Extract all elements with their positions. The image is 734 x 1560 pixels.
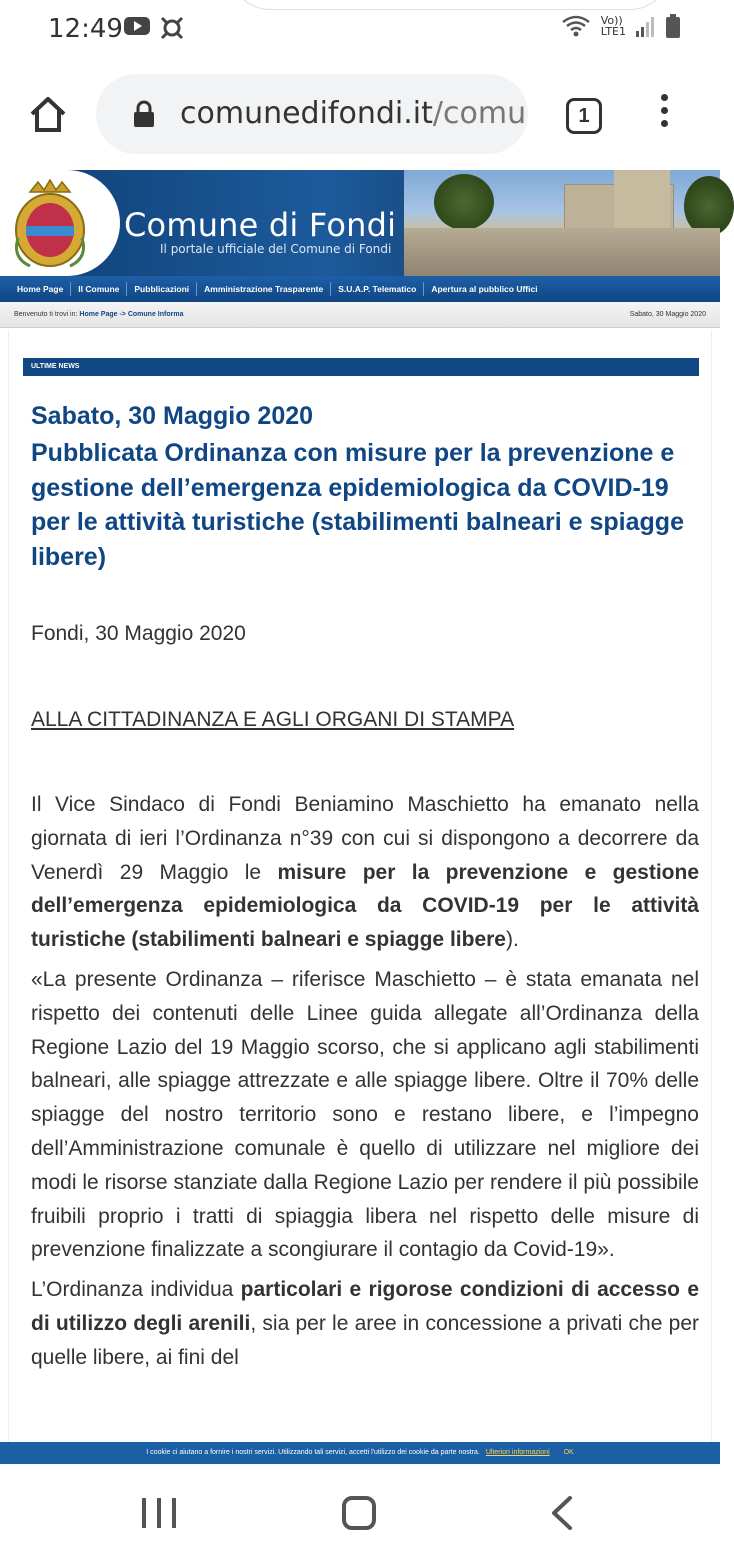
nav-apertura-uffici[interactable]: Apertura al pubblico Uffici [431,284,538,294]
url-text[interactable]: comunedifondi.it/comu [180,96,527,131]
article-body [31,788,699,1381]
article-title: Pubblicata Ordinanza con misure per la prevenzione e gestione dell’emergenza epidemiologica da COVID-19 per le attività turistiche (stabilimenti balneari e spiagge libere) [31,439,684,571]
address-bar[interactable] [96,74,528,154]
tab-switcher-button[interactable]: 1 [566,98,602,134]
article-date: Sabato, 30 Maggio 2020 [31,402,314,430]
notification-icons [124,16,184,40]
article-audience: ALLA CITTADINANZA E AGLI ORGANI DI STAMPA [31,708,515,731]
nav-il-comune[interactable]: Il Comune [71,282,127,296]
main-nav [0,276,720,302]
youtube-icon [124,16,150,36]
article-paragraph: Il Vice Sindaco di Fondi Beniamino Maschietto ha emanato nella giornata di ieri l’Ordinanza n°39 con cui si dispongono a decorrere da Venerdì 29 Maggio le misure per la prevenzione e gestione dell’emergenza epidemiologica da COVID-19 per le attività turistiche (stabilimenti balneari e spiagge libere). [31,793,699,952]
lock-icon [132,100,156,128]
signal-icon [636,15,656,37]
recent-apps-icon[interactable] [142,1498,176,1528]
breadcrumb-date: Sabato, 30 Maggio 2020 [629,311,706,318]
system-icons [561,14,680,38]
app-notification-icon [160,16,184,40]
breadcrumb [0,302,720,328]
site-subtitle: Il portale ufficiale del Comune di Fondi [160,242,392,256]
cookie-ok-button[interactable]: OK [563,1449,574,1456]
back-icon[interactable] [548,1496,578,1530]
nav-amministrazione-trasparente[interactable]: Amministrazione Trasparente [197,282,331,296]
cookie-more-info-link[interactable]: Ulteriori informazioni [485,1449,550,1456]
site-title[interactable]: Comune di Fondi [124,206,397,244]
article-content [8,330,712,1442]
android-navigation-bar [0,1464,720,1560]
section-tag: ULTIME NEWS [23,358,699,376]
castle-photo [404,170,720,276]
breadcrumb-current-link[interactable]: Comune Informa [127,311,184,318]
notch-curve [230,0,670,10]
site-header [0,170,720,276]
nav-pubblicazioni[interactable]: Pubblicazioni [127,282,197,296]
browser-toolbar [0,60,720,170]
status-bar [0,0,720,60]
browser-menu-icon[interactable] [656,94,672,134]
network-type: Vo)) LTE1 [600,14,626,38]
home-button-icon[interactable] [342,1496,376,1530]
nav-suap-telematico[interactable]: S.U.A.P. Telematico [331,282,424,296]
article-place-date: Fondi, 30 Maggio 2020 [31,622,246,645]
status-time: 12:49 [48,14,123,44]
city-crest-logo[interactable] [10,178,90,270]
wifi-icon [561,14,591,38]
breadcrumb-home-link[interactable]: Home Page [79,311,118,318]
cookie-banner [0,1442,720,1464]
battery-icon [666,14,680,38]
article-paragraph: L’Ordinanza individua particolari e rigorose condizioni di accesso e di utilizzo degli arenili, sia per le aree in concessione a privati che per quelle libere, ai fini del [31,1278,699,1369]
cookie-text: I cookie ci aiutano a fornire i nostri servizi. Utilizzando tali servizi, accetti l'utilizzo dei cookie da parte nostra. [146,1449,480,1456]
breadcrumb-path: Benvenuto ti trovi in: Home Page -> Comune Informa [14,311,184,318]
article-paragraph: «La presente Ordinanza – riferisce Maschietto – è stata emanata nel rispetto dei contenuti delle Linee guida allegate all’Ordinanza della Regione Lazio del 19 Maggio scorso, che si applicano agli stabilimenti balneari, alle spiagge attrezzate e alle spiagge libere. Oltre il 70% delle spiagge del nostro territorio sono e restano libere, e l’impegno dell’Amministrazione comunale è quello di utilizzare nel migliore dei modi le risorse stanziate dalla Regione Lazio per rendere il più possibile fruibili proprio i tratti di spiaggia libera nel rispetto delle misure di prevenzione finalizzate a scongiurare il contagio da Covid-19». [31,967,699,1262]
home-icon[interactable] [28,94,68,134]
nav-home-page[interactable]: Home Page [10,282,71,296]
